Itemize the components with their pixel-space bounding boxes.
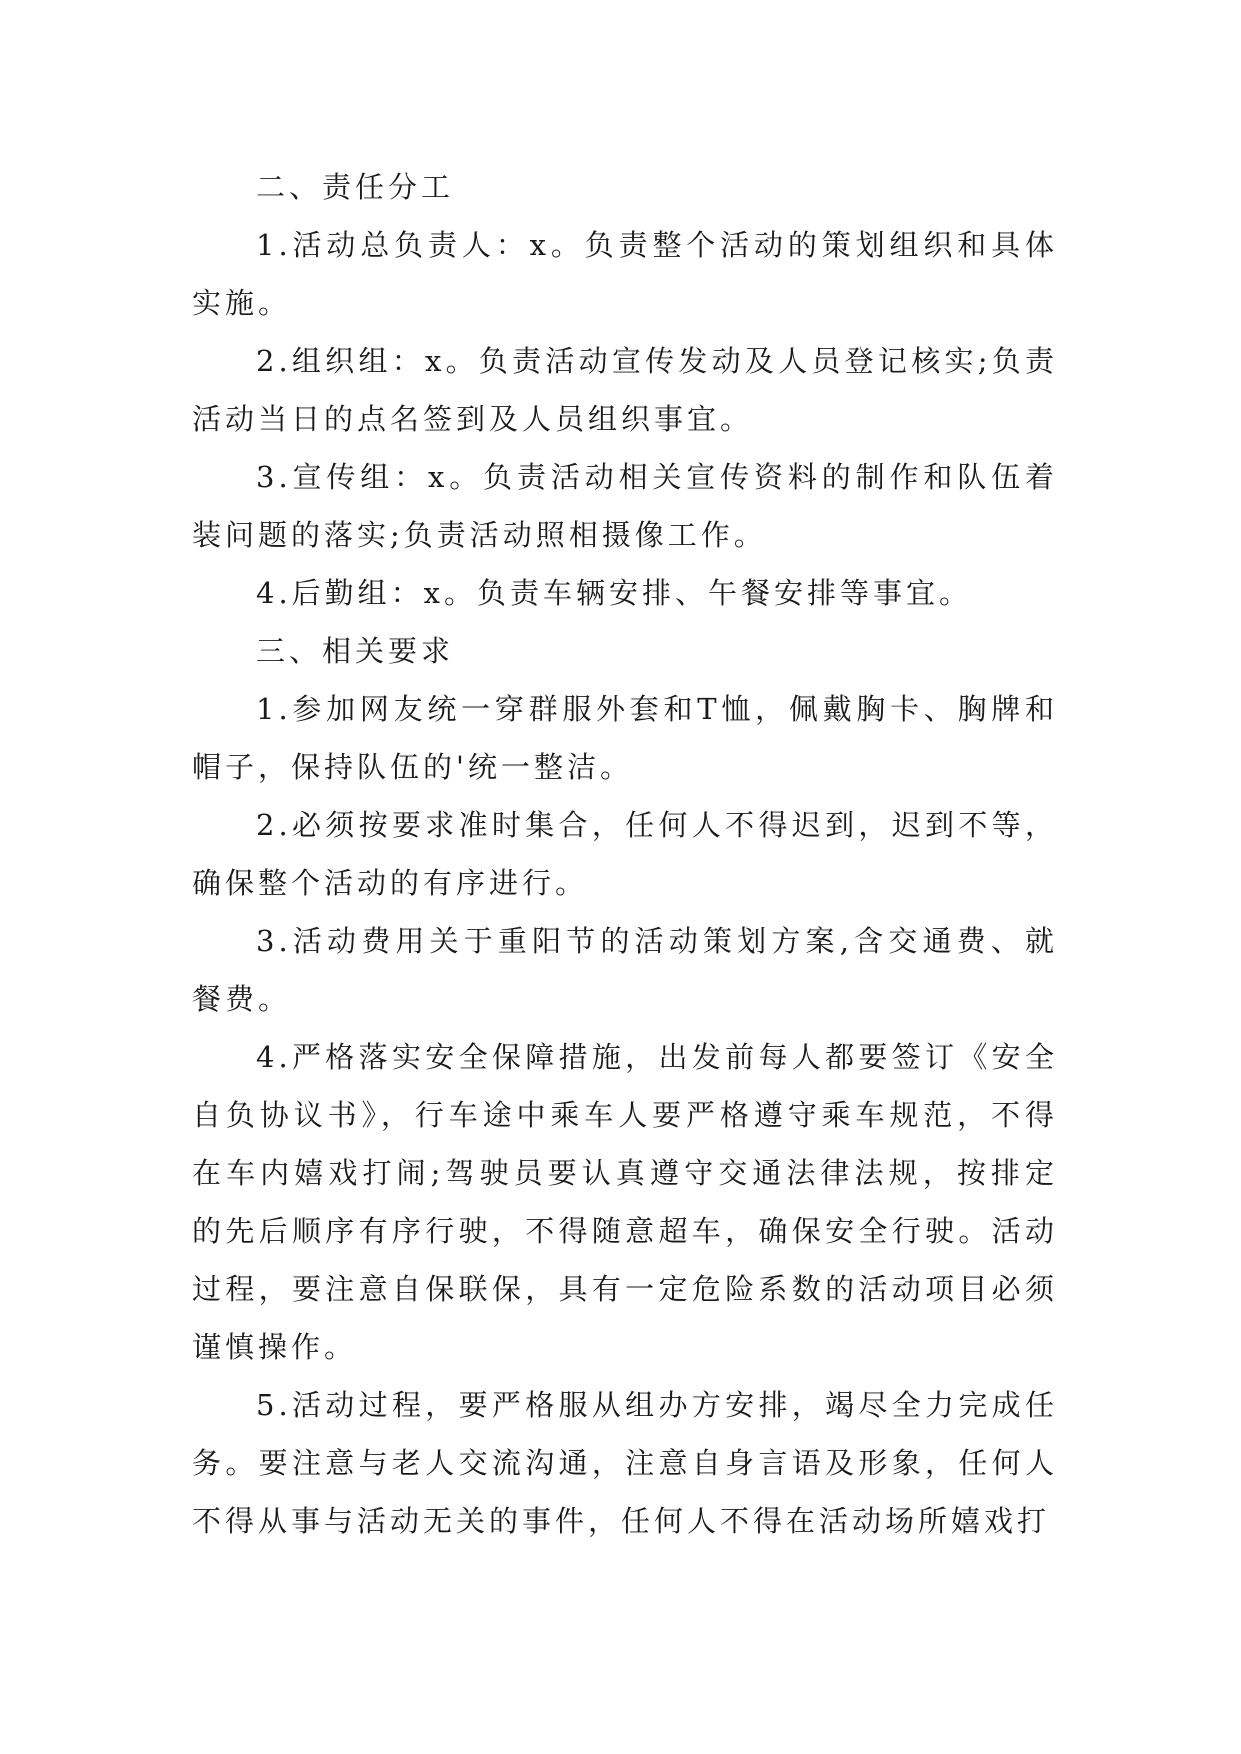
paragraph-publicity-group: 3.宣传组：x。负责活动相关宣传资料的制作和队伍着装问题的落实;负责活动照相摄像工作。 [192, 460, 1058, 552]
paragraph-requirement-2: 2.必须按要求准时集合，任何人不得迟到，迟到不等，确保整个活动的有序进行。 [192, 808, 1058, 900]
paragraph-logistics-group: 4.后勤组：x。负责车辆安排、午餐安排等事宜。 [256, 576, 973, 610]
paragraph-requirement-5: 5.活动过程，要严格服从组办方安排，竭尽全力完成任务。要注意与老人交流沟通，注意自身言语及形象，任何人不得从事与活动无关的事件，任何人不得在活动场所嬉戏打 [192, 1388, 1058, 1538]
paragraph-requirement-3: 3.活动费用关于重阳节的活动策划方案,含交通费、就餐费。 [192, 924, 1058, 1016]
section-heading-responsibilities: 二、责任分工 [256, 170, 455, 204]
paragraph-requirement-1: 1.参加网友统一穿群服外套和T恤，佩戴胸卡、胸牌和帽子，保持队伍的'统一整洁。 [192, 692, 1058, 784]
paragraph-organization-group: 2.组织组：x。负责活动宣传发动及人员登记核实;负责活动当日的点名签到及人员组织事宜。 [192, 344, 1058, 436]
document-body [192, 158, 1058, 1550]
paragraph-requirement-4: 4.严格落实安全保障措施，出发前每人都要签订《安全自负协议书》，行车途中乘车人要严格遵守乘车规范，不得在车内嬉戏打闹;驾驶员要认真遵守交通法律法规，按排定的先后顺序有序行驶，不得随意超车，确保安全行驶。活动过程，要注意自保联保，具有一定危险系数的活动项目必须谨慎操作。 [192, 1040, 1058, 1364]
section-heading-requirements: 三、相关要求 [256, 634, 455, 668]
paragraph-overall-leader: 1.活动总负责人：x。负责整个活动的策划组织和具体实施。 [192, 228, 1058, 320]
